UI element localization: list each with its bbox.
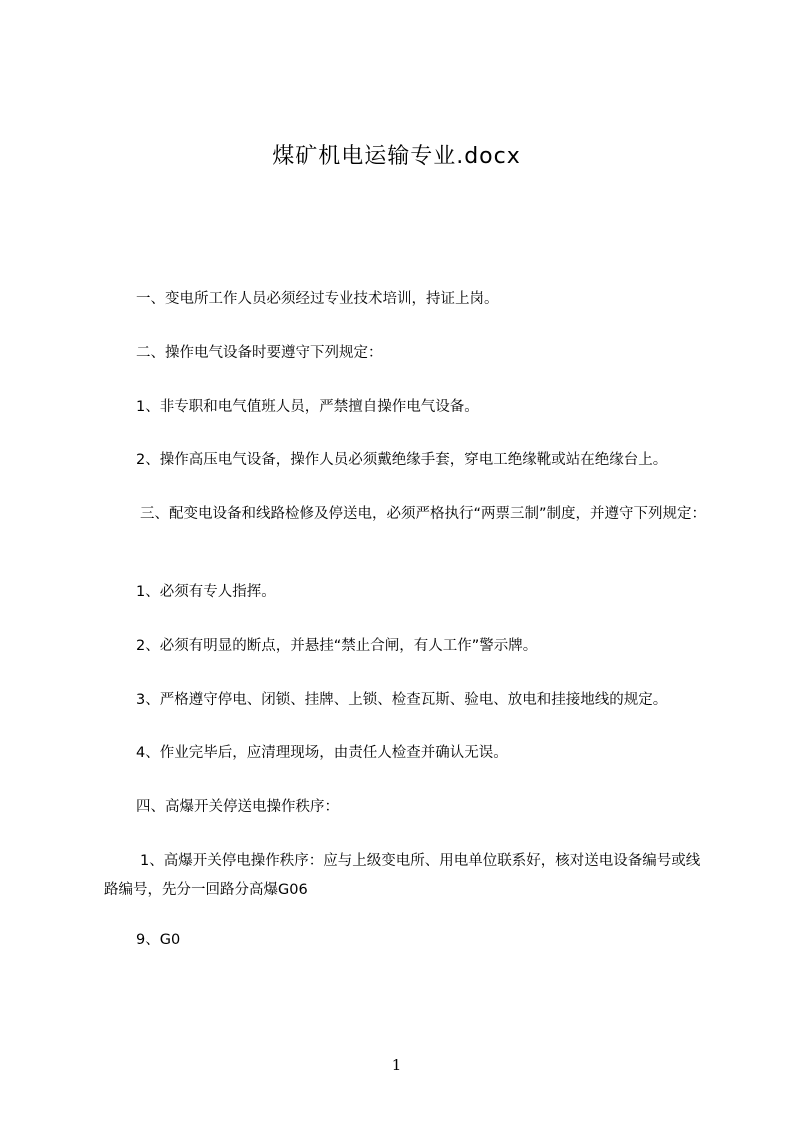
paragraph-7: 2、必须有明显的断点，并悬挂“禁止合闸，有人工作”警示牌。 — [136, 638, 538, 654]
paragraph-2: 二、操作电气设备时要遵守下列规定： — [136, 345, 383, 361]
paragraph-5: 三、配变电设备和线路检修及停送电，必须严格执行“两票三制”制度，并遵守下列规定： — [140, 506, 707, 522]
paragraph-3: 1、非专职和电气值班人员，严禁擅自操作电气设备。 — [136, 399, 479, 415]
paragraph-11: 1、高爆开关停电操作秩序：应与上级变电所、用电单位联系好，核对送电设备编号或线路编号，先分一回路分高爆G06 — [104, 853, 701, 898]
paragraph-4: 2、操作高压电气设备，操作人员必须戴绝缘手套，穿电工绝缘靴或站在绝缘台上。 — [136, 452, 668, 468]
document-title: 煤矿机电运输专业.docx — [272, 144, 521, 169]
paragraph-6: 1、必须有专人指挥。 — [136, 584, 276, 600]
paragraph-1: 一、变电所工作人员必须经过专业技术培训，持证上岗。 — [136, 291, 499, 307]
paragraph-10: 四、高爆开关停送电操作秩序： — [136, 799, 339, 815]
paragraph-12: 9、G0 — [136, 932, 181, 948]
page-number: 1 — [391, 1056, 402, 1074]
paragraph-8: 3、严格遵守停电、闭锁、挂牌、上锁、检查瓦斯、验电、放电和挂接地线的规定。 — [136, 692, 668, 708]
paragraph-9: 4、作业完毕后，应清理现场，由责任人检查并确认无误。 — [136, 745, 508, 761]
